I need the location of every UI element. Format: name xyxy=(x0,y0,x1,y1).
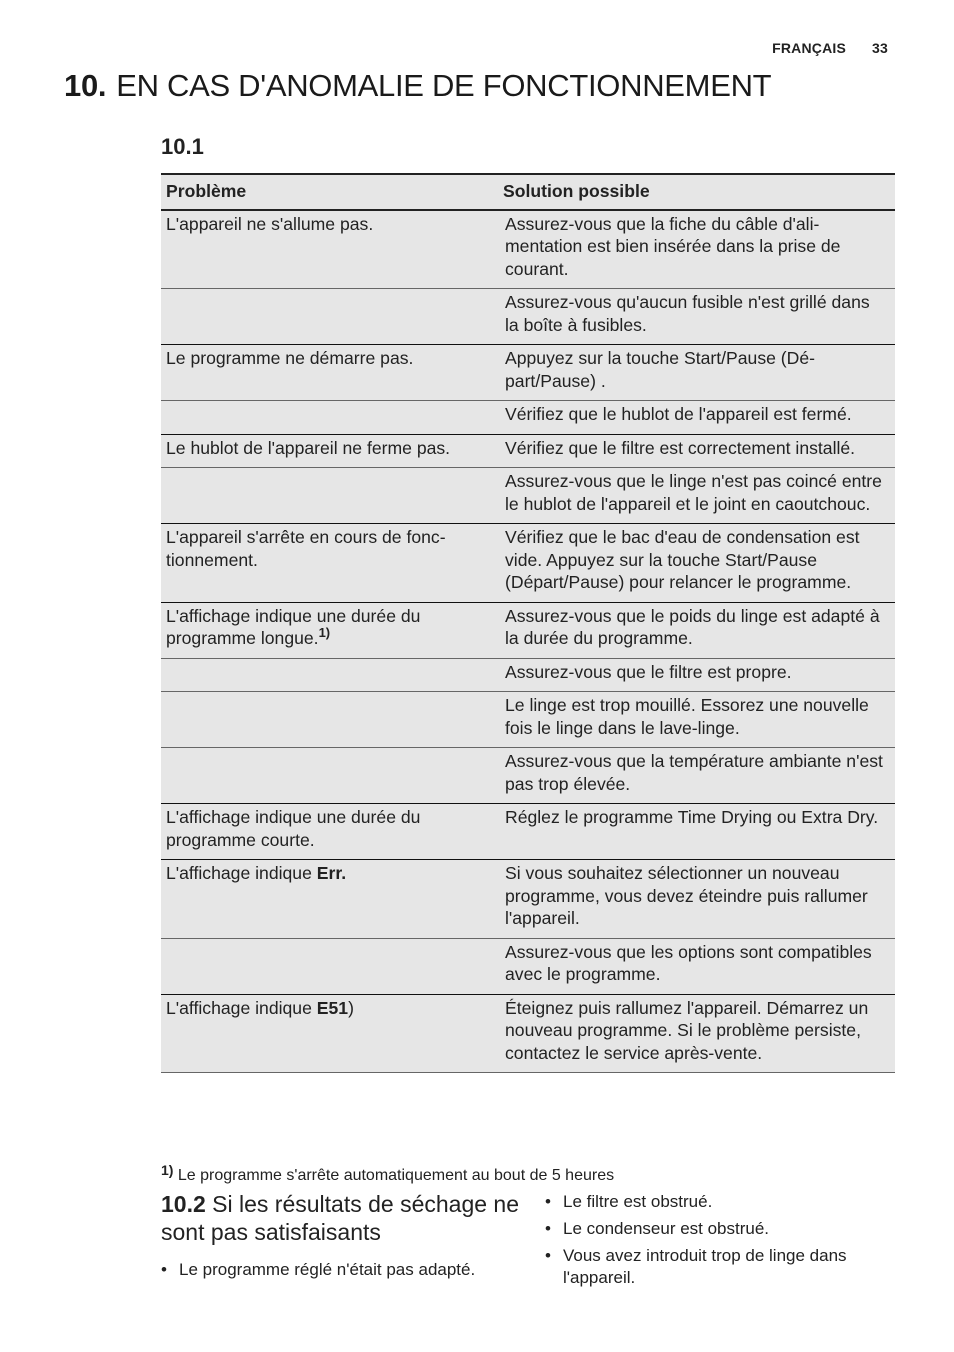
problem-cell xyxy=(161,401,498,435)
solution-cell: Assurez-vous que les options sont compatibles avec le programme. xyxy=(498,938,895,994)
header-language: FRANÇAIS xyxy=(772,40,847,56)
table-row xyxy=(161,210,895,289)
chapter-number: 10. xyxy=(64,68,107,103)
problem-text: L'affichage indique xyxy=(166,997,317,1018)
section-2-heading xyxy=(161,1190,521,1246)
problem-cell: L'affichage indique une durée du programme courte. xyxy=(161,804,498,860)
problem-cell xyxy=(161,468,498,524)
problem-cell xyxy=(161,860,498,939)
solution-cell: Appuyez sur la touche Start/Pause (Départ/Pause) . xyxy=(498,345,895,401)
solution-cell: Réglez le programme Time Drying ou Extra Dry. xyxy=(498,804,895,860)
error-code: E51 xyxy=(316,997,349,1018)
problem-cell xyxy=(161,748,498,804)
problem-cell xyxy=(161,994,498,1073)
column-header-problem: Problème xyxy=(161,174,498,210)
solution-cell: Si vous souhaitez sélectionner un nouveau programme, vous devez éteindre puis rallumer l'appareil. xyxy=(498,860,895,939)
list-item: • Vous avez introduit trop de linge dans l'appareil. xyxy=(545,1245,895,1289)
solution-cell: Assurez-vous que le linge n'est pas coincé entre le hublot de l'appareil et le joint en caoutchouc. xyxy=(498,468,895,524)
solution-cell: Éteignez puis rallumez l'appareil. Démarrez un nouveau programme. Si le problème persiste, contactez le service après-vente. xyxy=(498,994,895,1073)
problem-cell xyxy=(161,692,498,748)
table-row xyxy=(161,994,895,1073)
problem-cell: L'appareil s'arrête en cours de fonctionnement. xyxy=(161,524,498,603)
table-row xyxy=(161,524,895,603)
problem-cell xyxy=(161,602,498,658)
table-row xyxy=(161,468,895,524)
list-item: • Le filtre est obstrué. xyxy=(545,1191,895,1213)
column-header-solution: Solution possible xyxy=(498,174,895,210)
list-item: • Le programme réglé n'était pas adapté. xyxy=(161,1259,521,1281)
list-item: • Le condenseur est obstrué. xyxy=(545,1218,895,1240)
causes-list-left xyxy=(161,1259,521,1281)
section-2-title: Si les résultats de séchage ne sont pas satisfaisants xyxy=(161,1191,520,1245)
troubleshooting-table xyxy=(161,173,895,1073)
page-header xyxy=(772,40,888,56)
table-row xyxy=(161,860,895,939)
problem-text-suffix: ) xyxy=(348,997,354,1018)
problem-cell xyxy=(161,938,498,994)
problem-cell xyxy=(161,289,498,345)
footnote xyxy=(161,1162,614,1185)
table-row xyxy=(161,748,895,804)
table-row xyxy=(161,401,895,435)
problem-cell: Le programme ne démarre pas. xyxy=(161,345,498,401)
footnote-text: Le programme s'arrête automatiquement au bout de 5 heures xyxy=(173,1167,615,1184)
problem-text: L'affichage indique une durée du programme longue. xyxy=(166,605,421,648)
section-heading: 10.1 xyxy=(161,134,204,159)
page-number: 33 xyxy=(872,40,888,56)
footnote-marker: 1) xyxy=(161,1162,174,1178)
solution-cell: Assurez-vous que le filtre est propre. xyxy=(498,658,895,692)
chapter-title xyxy=(64,68,771,104)
solution-cell: Assurez-vous que la fiche du câble d'alimentation est bien insérée dans la prise de courant. xyxy=(498,210,895,289)
solution-cell: Assurez-vous que la température ambiante n'est pas trop élevée. xyxy=(498,748,895,804)
table-row xyxy=(161,938,895,994)
table-row xyxy=(161,289,895,345)
solution-cell: Vérifiez que le hublot de l'appareil est fermé. xyxy=(498,401,895,435)
table-row xyxy=(161,602,895,658)
table-row xyxy=(161,345,895,401)
solution-cell: Assurez-vous qu'aucun fusible n'est grillé dans la boîte à fusibles. xyxy=(498,289,895,345)
table-row xyxy=(161,434,895,468)
problem-cell: Le hublot de l'appareil ne ferme pas. xyxy=(161,434,498,468)
table-row xyxy=(161,658,895,692)
solution-cell: Assurez-vous que le poids du linge est adapté à la durée du programme. xyxy=(498,602,895,658)
solution-cell: Vérifiez que le filtre est correctement installé. xyxy=(498,434,895,468)
problem-cell: L'appareil ne s'allume pas. xyxy=(161,210,498,289)
section-2-number: 10.2 xyxy=(161,1191,206,1217)
causes-list-right xyxy=(545,1191,895,1294)
footnote-reference: 1) xyxy=(318,625,331,640)
solution-cell: Le linge est trop mouillé. Essorez une nouvelle fois le linge dans le lave-linge. xyxy=(498,692,895,748)
solution-cell: Vérifiez que le bac d'eau de condensation est vide. Appuyez sur la touche Start/Pause (Départ/Pause) pour relancer le programme. xyxy=(498,524,895,603)
table-header-row xyxy=(161,174,895,210)
error-code: Err. xyxy=(316,863,347,883)
chapter-title-text: EN CAS D'ANOMALIE DE FONCTIONNEMENT xyxy=(116,68,772,103)
problem-text: L'affichage indique xyxy=(166,863,317,883)
problem-cell xyxy=(161,658,498,692)
table-row xyxy=(161,692,895,748)
table-row xyxy=(161,804,895,860)
